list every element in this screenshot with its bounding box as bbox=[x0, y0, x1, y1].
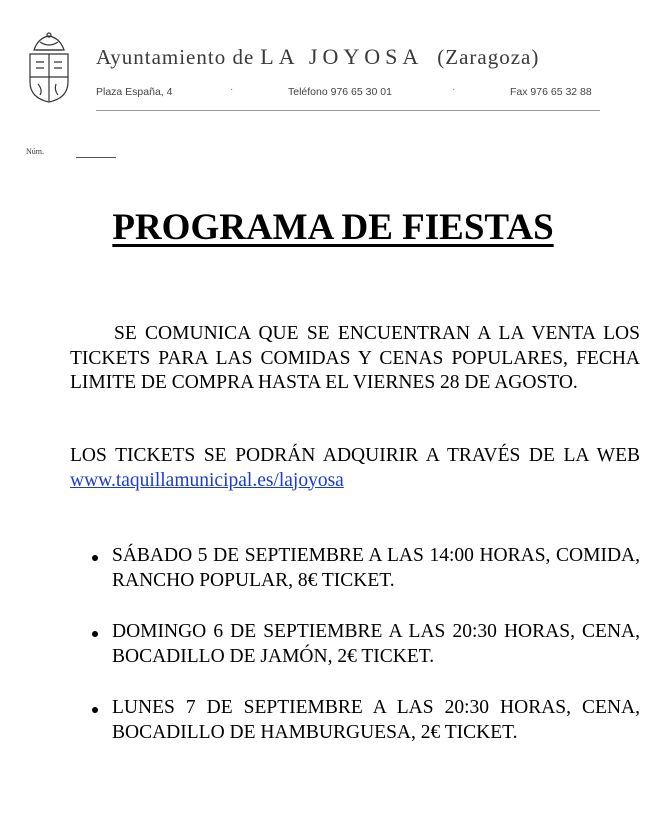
list-item bbox=[88, 544, 640, 593]
letterhead-rule bbox=[96, 110, 600, 111]
org-province: (Zaragoza) bbox=[437, 45, 540, 69]
separator-dot: · bbox=[230, 84, 234, 95]
list-item bbox=[88, 620, 640, 669]
event-text: LUNES 7 DE SEPTIEMBRE A LAS 20:30 HORAS, CENA, BOCADILLO DE HAMBURGUESA, 2€ TICKET. bbox=[112, 697, 640, 743]
phone: Teléfono 976 65 30 01 bbox=[288, 86, 392, 98]
number-label: Núm. bbox=[26, 147, 44, 156]
bullet-icon bbox=[92, 631, 98, 637]
fax: Fax 976 65 32 88 bbox=[510, 86, 592, 98]
announcement-paragraph: SE COMUNICA QUE SE ENCUENTRAN A LA VENTA LOS TICKETS PARA LAS COMIDAS Y CENAS POPULARES, FECHA LIMITE DE COMPRA HASTA EL VIERNES 28 DE AGOSTO. bbox=[70, 323, 640, 393]
org-town: LA JOYOSA bbox=[260, 44, 424, 69]
org-prefix: Ayuntamiento de bbox=[96, 45, 255, 69]
events-list bbox=[88, 544, 640, 772]
number-field-line bbox=[76, 157, 116, 158]
event-text: SÁBADO 5 DE SEPTIEMBRE A LAS 14:00 HORAS, COMIDA, RANCHO POPULAR, 8€ TICKET. bbox=[112, 545, 640, 591]
coat-of-arms-icon bbox=[26, 32, 72, 104]
organization-name bbox=[96, 44, 539, 70]
list-item bbox=[88, 696, 640, 745]
purchase-text: LOS TICKETS SE PODRÁN ADQUIRIR A TRAVÉS DE LA WEB bbox=[70, 445, 640, 466]
bullet-icon bbox=[92, 555, 98, 561]
letterhead bbox=[0, 0, 666, 150]
tickets-web-link[interactable]: www.taquillamunicipal.es/lajoyosa bbox=[70, 469, 344, 491]
address: Plaza España, 4 bbox=[96, 86, 173, 98]
separator-dot: · bbox=[452, 84, 456, 95]
purchase-paragraph bbox=[70, 444, 640, 493]
page-title: PROGRAMA DE FIESTAS bbox=[112, 207, 554, 248]
event-text: DOMINGO 6 DE SEPTIEMBRE A LAS 20:30 HORAS, CENA, BOCADILLO DE JAMÓN, 2€ TICKET. bbox=[112, 621, 640, 667]
bullet-icon bbox=[92, 707, 98, 713]
